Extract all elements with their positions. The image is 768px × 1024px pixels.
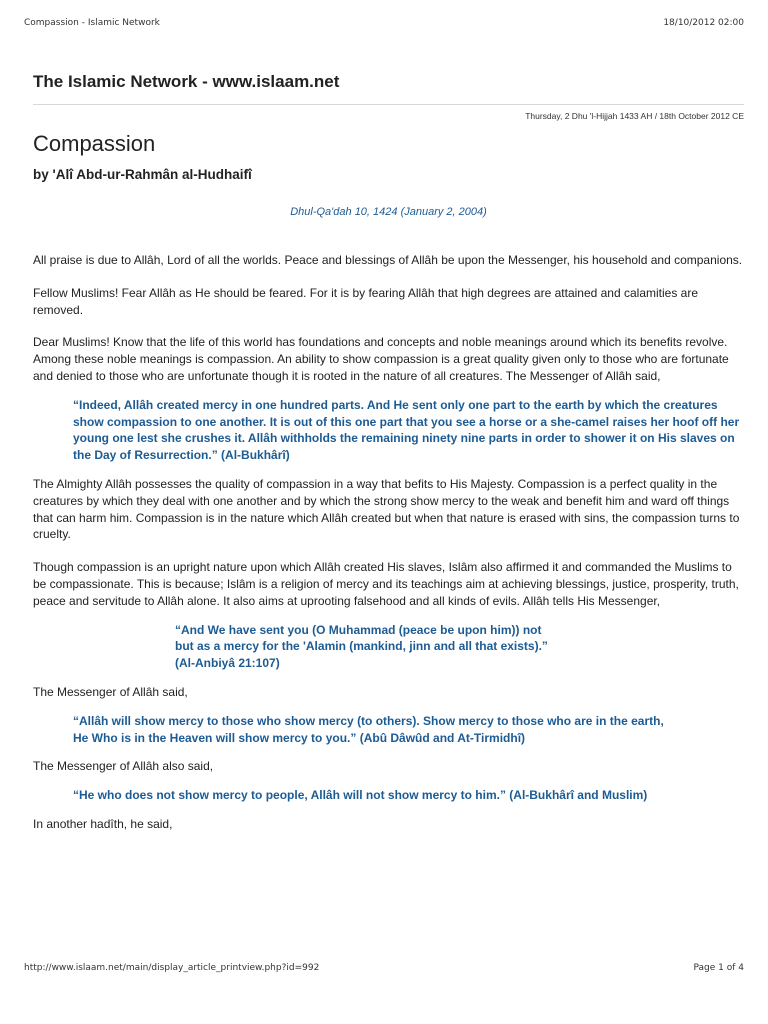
divider [33,104,744,105]
paragraph-4: The Almighty Allâh possesses the quality of compassion in a way that befits to His Majesty. Compassion is a perfect quality in the creatures by which they deal with one another and by which the strong show mercy to the weak and benefit him and ward off things that can harm him. Compassion is in the nature which Allâh created but when that nature is erased with sins, the compassion turns to cruelty. [33,476,740,542]
quote-line: “And We have sent you (O Muhammad (peace be upon him)) not [175,622,542,637]
quote-hadith-no-mercy: “He who does not show mercy to people, Allâh will not show mercy to him.” (Al-Bukhârî and Muslim) [73,788,648,803]
quote-quran-anbiya [175,622,744,672]
print-footer [24,963,744,973]
print-datetime: 18/10/2012 02:00 [663,18,744,28]
article-byline: by 'Alî Abd-ur-Rahmân al-Hudhaifî [33,167,252,182]
site-date-line: Thursday, 2 Dhu 'l-Hijjah 1433 AH / 18th October 2012 CE [525,111,744,121]
quote-line: “Allâh will show mercy to those who show mercy (to others). Show mercy to those who are in the earth, [73,713,664,728]
paragraph-5: Though compassion is an upright nature upon which Allâh created His slaves, Islâm also affirmed it and commanded the Muslims to be compassionate. This is because; Islâm is a religion of mercy and its teachings aim at achieving blessings, justice, prosperity, truth, peace and servitude to Allâh alone. It also aims at uprooting falsehood and all kinds of evils. Allâh tells His Messenger, [33,560,739,608]
article-date: Dhul-Qa'dah 10, 1424 (January 2, 2004) [290,206,487,218]
page-content [33,72,744,833]
print-header [24,18,744,28]
quote-line: but as a mercy for the 'Alamin (mankind, jinn and all that exists).” [175,639,548,654]
footer-url: http://www.islaam.net/main/display_article_printview.php?id=992 [24,963,320,973]
print-page-title: Compassion - Islamic Network [24,18,160,28]
footer-page-number: Page 1 of 4 [693,963,744,973]
quote-hadith-show-mercy [73,713,744,747]
paragraph-8: In another hadîth, he said, [33,816,173,831]
paragraph-1: All praise is due to Allâh, Lord of all the worlds. Peace and blessings of Allâh be upon the Messenger, his household and companions. [33,253,743,267]
quote-line: He Who is in the Heaven will show mercy to you.” (Abû Dâwûd and At-Tirmidhî) [73,730,526,745]
paragraph-6: The Messenger of Allâh said, [33,684,188,699]
quote-line: (Al-Anbiyâ 21:107) [175,656,280,671]
site-title: The Islamic Network - www.islaam.net [33,72,340,91]
quote-hadith-mercy-parts: “Indeed, Allâh created mercy in one hundred parts. And He sent only one part to the earth by which the creatures show compassion to one another. It is out of this one part that you see a horse or a she-camel raises her hoof off her young one lest she crushes it. Allâh withholds the remaining ninety nine parts in order to shower it on His slaves on the Day of Resurrection.” (Al-Bukhârî) [73,397,740,463]
paragraph-7: The Messenger of Allâh also said, [33,759,214,774]
paragraph-2: Fellow Muslims! Fear Allâh as He should be feared. For it is by fearing Allâh that high degrees are attained and calamities are removed. [33,285,699,317]
article-title: Compassion [33,131,156,156]
paragraph-3: Dear Muslims! Know that the life of this world has foundations and concepts and noble meanings around which its benefits revolve. Among these noble meanings is compassion. An ability to show compassion is a great quality given only to those who are fortunate and denied to those who are unfortunate though it is rooted in the nature of all creatures. The Messenger of Allâh said, [33,335,729,383]
